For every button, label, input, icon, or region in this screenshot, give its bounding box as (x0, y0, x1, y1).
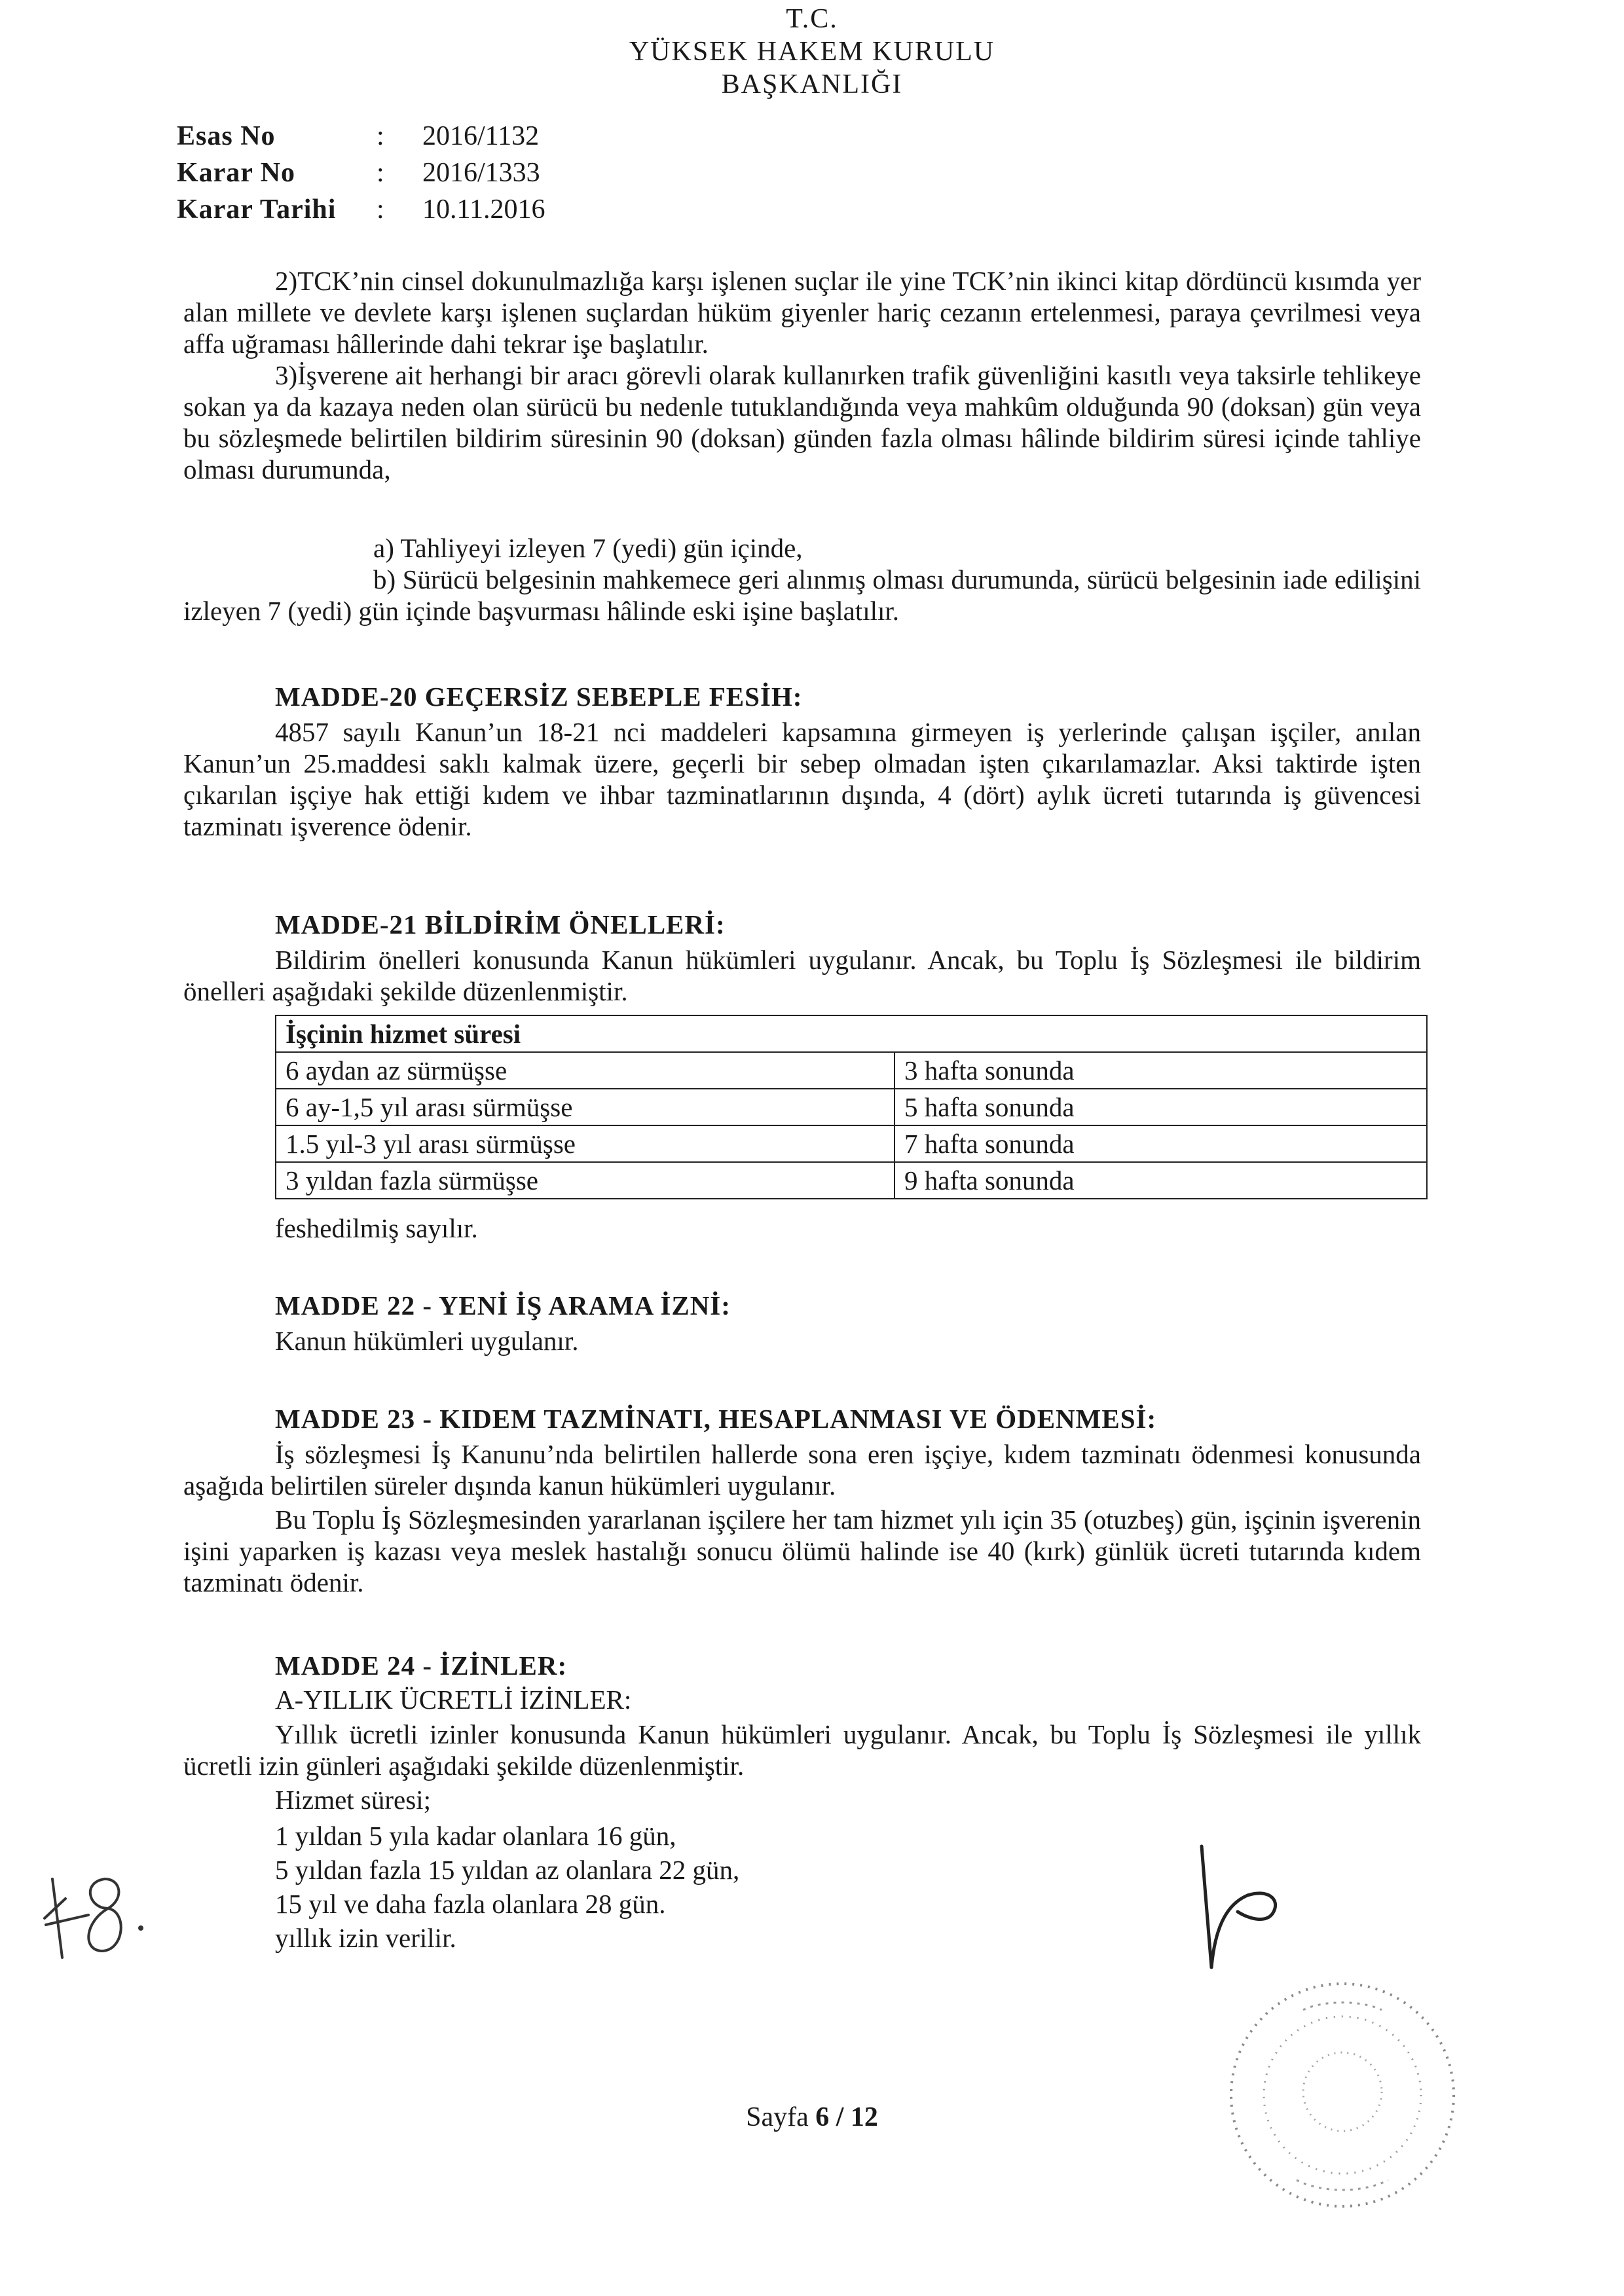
table-row (276, 1052, 1427, 1089)
page-label: Sayfa (746, 2102, 809, 2132)
madde-21-title: MADDE-21 BİLDİRİM ÖNELLERİ: (275, 909, 726, 939)
page-number (0, 2102, 1624, 2133)
table-cell: 9 hafta sonunda (895, 1162, 1427, 1199)
madde-23-paragraph-1 (183, 1438, 1421, 1501)
case-meta-row (177, 191, 545, 228)
paragraph-3 (183, 359, 1421, 485)
paragraph-text: 4857 sayılı Kanun’un 18-21 nci maddeleri kapsamına girmeyen iş yerlerinde çalışan işçiler, anılan Kanun’un 25.maddesi saklı kalmak üzere, geçerli bir sebep olmadan işten çıkarılamazlar. Aksi taktirde işten çıkarılan işçiye hak ettiği kıdem ve ihbar tazminatlarının dışında, 4 (dört) aylık ücreti tutarında iş güvencesi tazminatı işverence ödenir. (183, 717, 1421, 841)
karar-tarihi-label: Karar Tarihi (177, 194, 337, 225)
page-total: 12 (850, 2102, 878, 2132)
header-institution: YÜKSEK HAKEM KURULU (629, 37, 995, 67)
page-separator: / (829, 2102, 851, 2132)
madde-24-line: yıllık izin verilir. (275, 1923, 456, 1953)
esas-no-label: Esas No (177, 121, 276, 151)
table-row (276, 1125, 1427, 1162)
table-header-row (276, 1015, 1427, 1052)
paragraph-text: 3)İşverene ait herhangi bir aracı görevli olarak kullanırken trafik güvenliğini kasıtlı veya taksirle tehlikeye sokan ya da kazaya neden olan sürücü bu nedenle tutuklandığında veya mahkûm olduğunda 90 (doksan) gün veya bu sözleşmede belirtilen bildirim süresinin 90 (doksan) günden fazla olması hâlinde bildirim süresi içinde tahliye olması durumunda, (183, 360, 1421, 484)
paragraph-text: Yıllık ücretli izinler konusunda Kanun hükümleri uygulanır. Ancak, bu Toplu İş Sözleşmesi ile yıllık ücretli izin günleri aşağıdaki şekilde düzenlenmiştir. (183, 1719, 1421, 1781)
table-cell: 3 yıldan fazla sürmüşse (276, 1162, 895, 1199)
handwritten-page-number (26, 1859, 170, 1964)
header-office: BAŞKANLIĞI (721, 69, 903, 100)
document-header (0, 3, 1624, 101)
madde-22-title: MADDE 22 - YENİ İŞ ARAMA İZNİ: (275, 1290, 731, 1321)
meta-separator: : (377, 121, 384, 151)
page-current: 6 (815, 2102, 830, 2132)
meta-separator: : (377, 194, 384, 225)
madde-20-text (183, 716, 1421, 842)
madde-24-line: Hizmet süresi; (275, 1785, 431, 1815)
case-meta-row (177, 155, 545, 191)
madde-24-line: 1 yıldan 5 yıla kadar olanlara 16 gün, (275, 1821, 676, 1851)
signature-mark (1175, 1833, 1300, 1977)
madde-24-text (183, 1719, 1421, 1781)
paragraph-text: Bildirim önelleri konusunda Kanun hükümleri uygulanır. Ancak, bu Toplu İş Sözleşmesi ile bildirim önelleri aşağıdaki şekilde düzenlenmiştir. (183, 945, 1421, 1006)
paragraph-text: İş sözleşmesi İş Kanunu’nda belirtilen hallerde sona eren işçiye, kıdem tazminatı ödenmesi konusunda aşağıda belirtilen süreler dışında kanun hükümleri uygulanır. (183, 1439, 1421, 1501)
table-cell: 6 ay-1,5 yıl arası sürmüşse (276, 1089, 895, 1125)
madde-20-title: MADDE-20 GEÇERSİZ SEBEPLE FESİH: (275, 682, 803, 712)
case-meta (177, 118, 545, 228)
paragraph-text: 2)TCK’nin cinsel dokunulmazlığa karşı işlenen suçlar ile yine TCK’nin ikinci kitap dördüncü kısımda yer alan millete ve devlete karşı işlenen suçlardan hüküm giyenler hariç cezanın ertelenmesi, paraya çevrilmesi veya affa uğraması hâllerinde dahi tekrar işe başlatılır. (183, 266, 1421, 359)
table-cell: 5 hafta sonunda (895, 1089, 1427, 1125)
notice-period-table (275, 1015, 1428, 1199)
paragraph-text: b) Sürücü belgesinin mahkemece geri alınmış olması durumunda, sürücü belgesinin iade edilişini izleyen 7 (yedi) gün içinde başvurması hâlinde eski işine başlatılır. (183, 564, 1421, 626)
paragraph-text: Bu Toplu İş Sözleşmesinden yararlanan işçilere her tam hizmet yılı için 35 (otuzbeş) gün, işçinin işverenin işini yaparken iş kazası veya meslek hastalığı sonucu ölümü halinde ise 40 (kırk) günlük ücreti tutarında kıdem tazminatı ödenir. (183, 1504, 1421, 1597)
table-cell: 3 hafta sonunda (895, 1052, 1427, 1089)
paragraph-3b (183, 564, 1421, 627)
karar-no-label: Karar No (177, 158, 296, 188)
table-header-cell: İşçinin hizmet süresi (276, 1015, 1427, 1052)
paragraph-text: a) Tahliyeyi izleyen 7 (yedi) gün içinde, (373, 533, 803, 563)
karar-no-value: 2016/1333 (422, 158, 540, 188)
case-meta-row (177, 118, 545, 155)
esas-no-value: 2016/1132 (422, 121, 540, 151)
paragraph-3a (183, 532, 1421, 564)
madde-21-text (183, 944, 1421, 1007)
madde-23-paragraph-2 (183, 1504, 1421, 1598)
official-seal (1205, 1964, 1480, 2226)
karar-tarihi-value: 10.11.2016 (422, 194, 545, 225)
table-row (276, 1089, 1427, 1125)
table-row (276, 1162, 1427, 1199)
after-table-text: feshedilmiş sayılır. (275, 1213, 478, 1243)
meta-separator: : (377, 158, 384, 188)
madde-22-text: Kanun hükümleri uygulanır. (275, 1326, 579, 1356)
header-tc: T.C. (786, 4, 838, 34)
madde-24-line: 5 yıldan fazla 15 yıldan az olanlara 22 gün, (275, 1855, 740, 1885)
madde-24-title: MADDE 24 - İZİNLER: (275, 1650, 568, 1681)
table-cell: 7 hafta sonunda (895, 1125, 1427, 1162)
paragraph-2 (183, 265, 1421, 359)
madde-24-subtitle: A-YILLIK ÜCRETLİ İZİNLER: (275, 1685, 632, 1715)
table-cell: 1.5 yıl-3 yıl arası sürmüşse (276, 1125, 895, 1162)
table-cell: 6 aydan az sürmüşse (276, 1052, 895, 1089)
madde-24-line: 15 yıl ve daha fazla olanlara 28 gün. (275, 1889, 666, 1919)
madde-23-title: MADDE 23 - KIDEM TAZMİNATI, HESAPLANMASI VE ÖDENMESİ: (275, 1404, 1157, 1434)
